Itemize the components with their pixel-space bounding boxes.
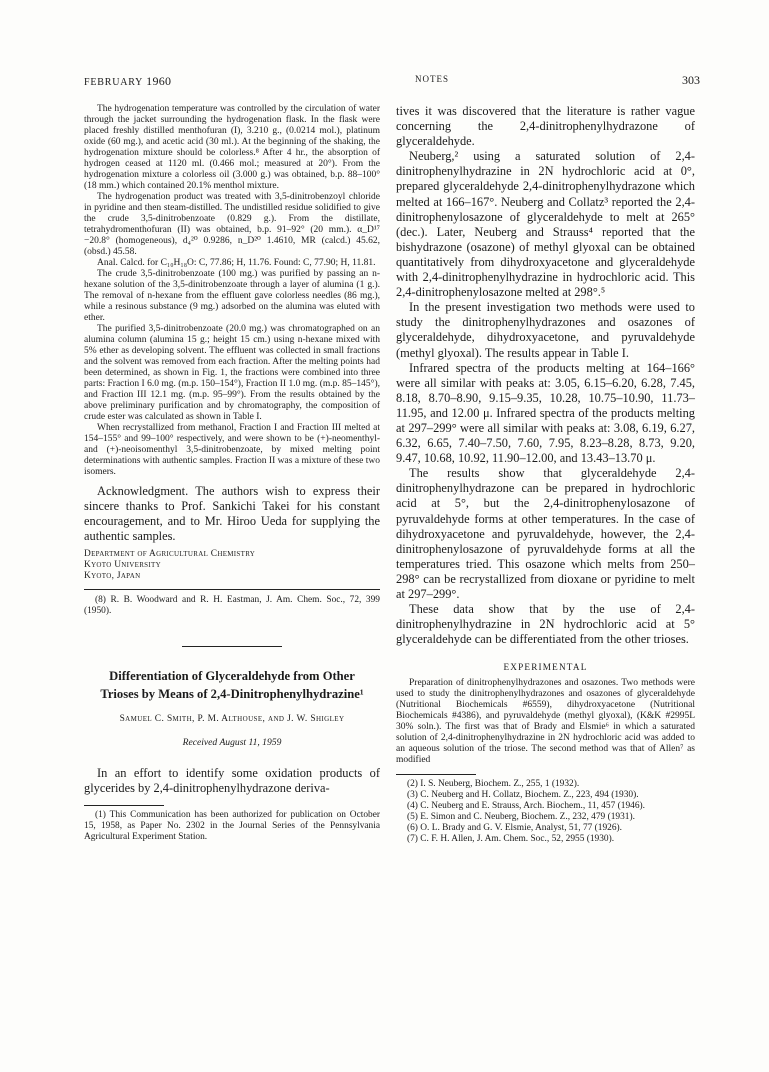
analysis-paragraph: Anal. Calcd. for C₁₀H₁₈O: C, 77.86; H, 11.76. Found: C, 77.90; H, 11.81.	[97, 258, 376, 268]
affiliation-address	[84, 549, 380, 582]
section-heading: EXPERIMENTAL	[503, 662, 588, 673]
paragraph: The crude 3,5-dinitrobenzoate (100 mg.) was purified by passing an n-hexane solution of the 3,5-dinitrobenzoate through a layer of alumina (1 g.). The removal of n-hexane from the effluent gave colorless needles (86 mg.), while a resinous substance (9 mg.) adsorbed on the alumina was eluted with ether.	[84, 269, 380, 323]
footnote: (1) This Communication has been authorized for publication on October 15, 1958, as Paper No. 2302 in the Journal Series of the Pennsylvania Agricultural Experiment Station.	[84, 809, 380, 842]
paragraph: Infrared spectra of the products melting at 164–166° were all similar with peaks at: 3.05, 6.15–6.20, 6.28, 7.45, 8.18, 8.70–8.90, 9.15–9.35, 10.28, 10.75–10.90, 11.73–11.95, and 12.00 μ. Infrared spectra of the products melting at 297–299° were all similar with peaks at: 3.08, 6.19, 6.27, 6.32, 6.65, 7.40–7.50, 7.60, 7.95, 8.23–8.28, 8.73, 9.20, 9.47, 10.68, 10.92, 11.90–12.00, and 13.43–13.70 μ.	[396, 360, 695, 466]
page-number: 303	[682, 73, 700, 87]
paragraph: The hydrogenation temperature was controlled by the circulation of water through the jacket surrounding the hydrogenation flask. In the flask were placed freshly distilled menthofuran (I), 3.210 g., (0.0214 mol.), platinum oxide (60 mg.), and acetic acid (30 ml.). At the beginning of the shaking, the hydrogenation mixture should be colorless.⁸ After 4 hr., the absorption of hydrogen ceased at 1120 ml. (0.466 mol.; measured at 20°). From the hydrogenation mixture a colorless oil (3.000 g.) was obtained, b.p. 88–100° (18 mm.) which contained 20.1% menthol mixture.	[84, 104, 380, 191]
header-year: 1960	[146, 74, 172, 88]
footnote: (5) E. Simon and C. Neuberg, Biochem. Z., 232, 479 (1931).	[407, 812, 635, 823]
footnote: (8) R. B. Woodward and R. H. Eastman, J. Am. Chem. Soc., 72, 399 (1950).	[84, 595, 380, 617]
footnote-divider	[84, 589, 380, 590]
paragraph: tives it was discovered that the literature is rather vague concerning the 2,4-dinitrophenylhydrazone of glyceraldehyde.	[396, 104, 695, 149]
received-date: Received August 11, 1959	[182, 737, 282, 749]
footnotes	[396, 774, 695, 845]
footnote: (6) O. L. Brady and G. V. Elsmie, Analyst, 51, 77 (1926).	[407, 823, 622, 834]
footnote: (3) C. Neuberg and H. Collatz, Biochem. Z., 223, 494 (1930).	[407, 790, 639, 801]
intro-paragraph: In an effort to identify some oxidation products of glycerides by 2,4-dinitrophenylhydrazone deriva-	[84, 766, 380, 796]
footnote-divider	[84, 805, 164, 806]
acknowledgment: Acknowledgment. The authors wish to express their sincere thanks to Prof. Sankichi Takei for his constant encouragement, and to Mr. Hiroo Ueda for supplying the authentic samples.	[84, 484, 380, 544]
paragraph: These data show that by the use of 2,4-dinitrophenylhydrazine in 2N hydrochloric acid at 5° glyceraldehyde can be differentiated from the other trioses.	[396, 602, 695, 647]
header-month: FEBRUARY	[84, 77, 143, 88]
paragraph: The purified 3,5-dinitrobenzoate (20.0 mg.) was chromatographed on an alumina column (alumina 15 g.; height 15 cm.) using n-hexane mixed with 5% ether as developing solvent. The effluent was collected in small fractions and the solvent was removed from each fraction. After the melting points had been determined, as shown in Fig. 1, the fractions were combined into three parts: Fraction I 6.0 mg. (m.p. 150–154°), Fraction II 1.0 mg. (m.p. 85–145°), and Fraction III 12.1 mg. (m.p. 95–99°). From the results obtained by the above preliminary purification and by chromatography, the composition of crude ester was calculated as shown in Table I.	[84, 324, 380, 422]
footnote: (2) I. S. Neuberg, Biochem. Z., 255, 1 (1932).	[407, 779, 580, 790]
paragraph: Neuberg,² using a saturated solution of 2,4-dinitrophenylhydrazine in 2N hydrochloric acid at 0°, prepared glyceraldehyde 2,4-dinitrophenylhydrazone which melted at 166–167°. Neuberg and Collatz³ reported the 2,4-dinitrophenylosazone of glyceraldehyde to melt at 265° (dec.). Later, Neuberg and Strauss⁴ reported that the bishydrazone (osazone) of methyl glyoxal can be obtained quantitatively from dihydroxyacetone and glyceraldehyde with 2,4-dinitrophenylhydrazine in hydrochloric acid. This 2,4-dinitrophenylosazone melted at 298°.⁵	[396, 149, 695, 300]
paragraph: In the present investigation two methods were used to study the dinitrophenylhydrazones and osazones of glyceraldehyde, dihydroxyacetone, and pyruvaldehyde (methyl glyoxal). The results appear in Table I.	[396, 300, 695, 360]
left-column	[84, 104, 380, 843]
running-header	[70, 74, 700, 92]
experimental-paragraph: Preparation of dinitrophenylhydrazones and osazones. Two methods were used to study the dinitrophenylhydrazones and osazones of glyceraldehyde (Nutritional Biochemicals #6559), dihydroxyacetone (Nutritional Biochemicals #4386), and pyruvaldehyde (methyl glyoxal), (K&K #2995L 30% soln.). The first was that of Brady and Elsmie⁶ in which a saturated solution of 2,4-dinitrophenylhydrazine in 2N hydrochloric acid was added to an aqueous solution of the triose. The second method was that of Allen⁷ as modified	[396, 678, 695, 766]
article-title: Differentiation of Glyceraldehyde from Other Trioses by Means of 2,4-Dinitrophenylhydrazine¹	[100, 669, 364, 702]
address-line: Kyoto University	[84, 560, 161, 571]
header-section: NOTES	[415, 74, 449, 84]
article-authors: Samuel C. Smith, P. M. Althouse, and J. W. Shigley	[119, 714, 345, 725]
paragraph: The results show that glyceraldehyde 2,4-dinitrophenylhydrazone can be prepared in hydrochloric acid at 5°, but the 2,4-dinitrophenylosazone of pyruvaldehyde forms at other temperatures. In the case of dihydroxyacetone and pyruvaldehyde, however, the 2,4-dinitrophenylosazone of pyruvaldehyde forms at all the temperatures tried. This osazone which melts from 250–298° can be recrystallized from dioxane or pyridine to melt at 297–299°.	[396, 466, 695, 601]
header-date	[84, 74, 171, 89]
article-divider	[182, 646, 282, 647]
paragraph: When recrystallized from methanol, Fraction I and Fraction III melted at 154–155° and 99–100° respectively, and were shown to be (+)-neomenthyl- and (+)-neoisomenthyl 3,5-dinitrobenzoate, by mixed melting point determinations with authentic samples. Fraction II was a mixture of these two isomers.	[84, 423, 380, 477]
footnote: (4) C. Neuberg and E. Strauss, Arch. Biochem., 11, 457 (1946).	[407, 801, 645, 812]
right-column	[396, 104, 695, 845]
footnote: (7) C. F. H. Allen, J. Am. Chem. Soc., 52, 2955 (1930).	[407, 834, 615, 845]
address-line: Department of Agricultural Chemistry	[84, 549, 256, 560]
footnote-divider	[396, 774, 476, 775]
address-line: Kyoto, Japan	[84, 571, 141, 582]
paragraph: The hydrogenation product was treated with 3,5-dinitrobenzoyl chloride in pyridine and then steam-distilled. The undistilled residue solidified to give the crude 3,5-dinitrobenzoate (0.829 g.). From the distillate, tetrahydromenthofuran (II) was obtained, b.p. 91–92° (20 mm.). α_D¹⁷ −20.8° (homogeneous), d₄²⁰ 0.9286, n_D²⁰ 1.4610, MR (calcd.) 45.62, (obsd.) 45.58.	[84, 192, 380, 257]
